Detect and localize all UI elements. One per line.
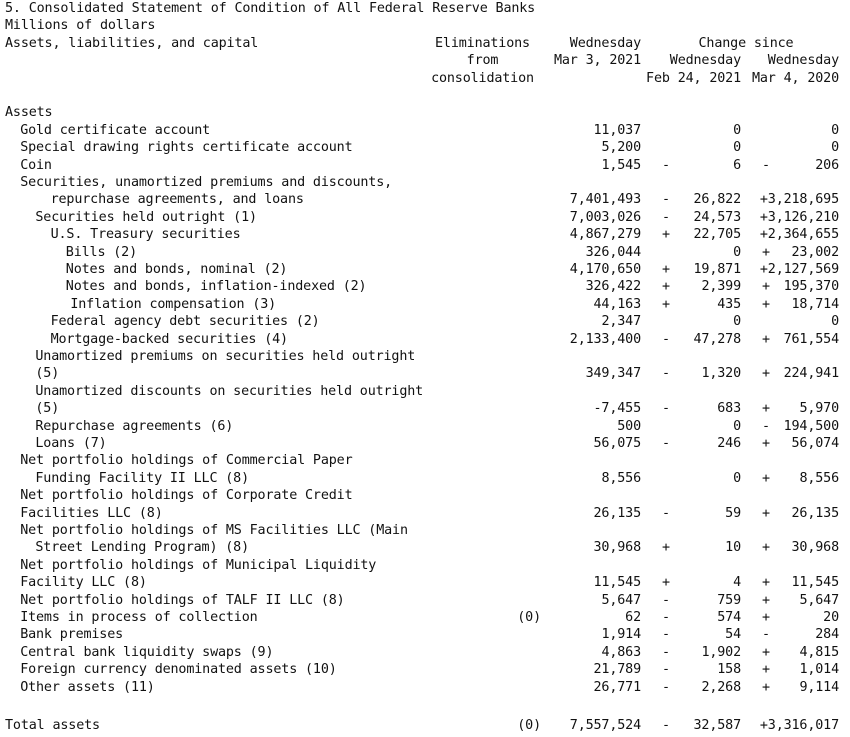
- week-change-value: 683: [717, 401, 741, 417]
- week-change-sign: +: [662, 575, 670, 591]
- week-change-value: 24,573: [693, 209, 741, 225]
- units-label: Millions of dollars: [5, 18, 156, 34]
- week-change-sign: -: [662, 592, 670, 608]
- row-label: Bills (2): [65, 244, 138, 260]
- week-change-value: 0: [733, 418, 741, 434]
- week-change-value: 47,278: [693, 331, 741, 347]
- row-label: Notes and bonds, inflation-indexed (2): [65, 279, 367, 295]
- week-change-sign: -: [662, 366, 670, 382]
- current-value: 26,771: [593, 679, 641, 695]
- row-label: Securities held outright (1): [35, 209, 257, 225]
- year-change-value: 284: [815, 627, 839, 643]
- year-change-sign: +: [762, 592, 770, 608]
- current-value: 44,163: [593, 296, 641, 312]
- week-change-sign: -: [662, 610, 670, 625]
- year-change-value: 761,554: [783, 331, 839, 347]
- row-label-continued: Funding Facility II LLC (8): [35, 470, 250, 486]
- week-change-value: 32,587: [693, 718, 741, 733]
- week-change-value: 1,320: [701, 366, 741, 382]
- current-value: 7,557,524: [569, 718, 641, 733]
- column-header-current-2: Mar 3, 2021: [553, 53, 641, 69]
- week-change-sign: +: [662, 262, 670, 277]
- week-change-value: 22,705: [693, 227, 741, 243]
- year-change-value: +2,364,655: [759, 227, 839, 243]
- row-label: Foreign currency denominated assets (10): [20, 662, 337, 678]
- year-change-sign: +: [762, 644, 770, 660]
- year-change-sign: +: [762, 575, 770, 591]
- row-label: Repurchase agreements (6): [35, 418, 234, 434]
- row-label: Loans (7): [35, 436, 107, 451]
- week-change-value: 6: [733, 157, 741, 173]
- week-change-sign: -: [662, 644, 670, 660]
- week-change-value: 0: [733, 470, 741, 486]
- current-value: 4,867,279: [569, 227, 641, 243]
- current-value: 349,347: [585, 366, 641, 382]
- current-value: 30,968: [593, 540, 641, 556]
- week-change-sign: -: [662, 436, 670, 451]
- week-change-sign: -: [662, 157, 670, 173]
- current-value: 2,133,400: [569, 331, 641, 347]
- week-change-value: 759: [717, 592, 741, 608]
- year-change-value: +3,316,017: [759, 718, 839, 733]
- current-value: 326,044: [585, 244, 641, 260]
- row-label: Central bank liquidity swaps (9): [20, 644, 274, 660]
- row-label: Net portfolio holdings of Commercial Paper: [20, 453, 353, 469]
- table-title: 5. Consolidated Statement of Condition of All Federal Reserve Banks: [5, 1, 536, 16]
- year-change-value: 206: [815, 157, 839, 173]
- week-change-value: 435: [717, 296, 741, 312]
- current-value: 5,647: [601, 592, 641, 608]
- year-change-value: 30,968: [791, 540, 839, 556]
- week-change-sign: +: [662, 227, 670, 243]
- year-change-value: 8,556: [799, 470, 839, 486]
- week-change-value: 574: [717, 610, 741, 625]
- year-change-sign: +: [762, 331, 770, 347]
- row-label: Items in process of collection: [20, 610, 258, 625]
- week-change-sign: -: [662, 505, 670, 521]
- row-label: Bank premises: [20, 627, 124, 643]
- week-change-sign: -: [662, 331, 670, 347]
- year-change-sign: -: [762, 627, 770, 643]
- row-label-continued: Facility LLC (8): [20, 575, 147, 591]
- week-change-value: 0: [733, 140, 741, 156]
- column-header-eliminations-1: Eliminations: [435, 35, 530, 51]
- year-change-value: 0: [831, 122, 839, 138]
- statement-document: [5, 0, 845, 737]
- current-value: 8,556: [601, 470, 641, 486]
- week-change-value: 1,902: [701, 644, 741, 660]
- column-header-label: Assets, liabilities, and capital: [5, 35, 259, 51]
- column-header-eliminations-3: consolidation: [431, 70, 534, 86]
- year-change-sign: +: [762, 401, 770, 417]
- year-change-sign: -: [762, 157, 770, 173]
- week-change-sign: +: [662, 296, 670, 312]
- year-change-value: 5,970: [799, 401, 839, 417]
- column-header-year-2: Mar 4, 2020: [751, 70, 839, 86]
- column-header-year-1: Wednesday: [767, 53, 839, 69]
- current-value: 7,401,493: [569, 192, 641, 208]
- year-change-sign: +: [762, 436, 770, 451]
- row-label: Net portfolio holdings of Municipal Liquidity: [20, 557, 377, 573]
- year-change-value: 0: [831, 314, 839, 330]
- week-change-value: 19,871: [693, 262, 741, 277]
- column-header-change-since: Change since: [698, 35, 794, 51]
- year-change-sign: +: [762, 366, 770, 382]
- row-label: Federal agency debt securities (2): [50, 314, 320, 330]
- week-change-value: 2,268: [701, 679, 741, 695]
- current-value: 1,914: [601, 627, 641, 643]
- row-label: Securities, unamortized premiums and discounts,: [20, 175, 393, 190]
- row-label: Net portfolio holdings of TALF II LLC (8): [20, 592, 345, 608]
- year-change-sign: +: [762, 279, 770, 295]
- week-change-value: 0: [733, 122, 741, 138]
- year-change-value: 194,500: [783, 418, 839, 434]
- row-label-continued: Facilities LLC (8): [20, 505, 163, 521]
- row-label: Net portfolio holdings of MS Facilities LLC (Main: [20, 523, 408, 538]
- week-change-sign: +: [662, 540, 670, 556]
- year-change-value: +3,126,210: [759, 209, 839, 225]
- row-label: Gold certificate account: [20, 122, 211, 138]
- row-label: U.S. Treasury securities: [50, 227, 241, 243]
- week-change-sign: -: [662, 209, 670, 225]
- current-value: 326,422: [585, 279, 641, 295]
- row-label: Unamortized premiums on securities held outright: [35, 349, 416, 364]
- row-label-continued: Street Lending Program) (8): [35, 540, 250, 556]
- elimination-value: (0): [517, 610, 541, 625]
- year-change-value: 9,114: [799, 679, 839, 695]
- year-change-value: +2,127,569: [759, 262, 839, 277]
- week-change-sign: +: [662, 279, 670, 295]
- year-change-value: +3,218,695: [759, 192, 839, 208]
- year-change-sign: +: [762, 505, 770, 521]
- row-label-continued: (5): [35, 366, 60, 382]
- year-change-sign: +: [762, 662, 770, 678]
- week-change-value: 26,822: [693, 192, 741, 208]
- year-change-value: 224,941: [783, 366, 839, 382]
- week-change-value: 4: [733, 575, 741, 591]
- year-change-value: 20: [823, 610, 839, 625]
- year-change-value: 4,815: [799, 644, 839, 660]
- year-change-value: 11,545: [791, 575, 839, 591]
- week-change-sign: -: [662, 192, 670, 208]
- row-label: Mortgage-backed securities (4): [50, 331, 288, 347]
- current-value: 500: [617, 418, 641, 434]
- current-value: 11,037: [593, 122, 641, 138]
- week-change-value: 54: [725, 627, 741, 643]
- row-label-continued: (5): [35, 401, 60, 417]
- row-label: Special drawing rights certificate account: [20, 140, 353, 156]
- current-value: 4,170,650: [569, 262, 641, 277]
- week-change-value: 246: [717, 436, 741, 451]
- current-value: 62: [625, 610, 641, 625]
- row-label-continued: repurchase agreements, and loans: [50, 192, 304, 208]
- row-label: Unamortized discounts on securities held outright: [35, 383, 424, 399]
- column-header-eliminations-2: from: [466, 53, 499, 69]
- week-change-sign: -: [662, 401, 670, 417]
- week-change-value: 0: [733, 244, 741, 260]
- week-change-sign: -: [662, 627, 670, 643]
- year-change-value: 0: [831, 140, 839, 156]
- current-value: 26,135: [593, 505, 641, 521]
- current-value: 7,003,026: [569, 209, 641, 225]
- row-label: Other assets (11): [20, 679, 155, 695]
- current-value: 21,789: [593, 662, 641, 678]
- year-change-value: 18,714: [791, 296, 839, 312]
- row-label: Notes and bonds, nominal (2): [65, 262, 288, 277]
- week-change-value: 59: [725, 505, 741, 521]
- year-change-value: 56,074: [791, 436, 839, 451]
- year-change-sign: +: [762, 679, 770, 695]
- total-label: Total assets: [5, 718, 100, 733]
- current-value: 5,200: [601, 140, 641, 156]
- week-change-value: 0: [733, 314, 741, 330]
- current-value: 2,347: [601, 314, 641, 330]
- current-value: 1,545: [601, 157, 641, 173]
- row-label: Coin: [20, 157, 52, 173]
- year-change-sign: +: [762, 540, 770, 556]
- current-value: 56,075: [593, 436, 641, 451]
- year-change-sign: +: [762, 296, 770, 312]
- week-change-value: 158: [717, 662, 741, 678]
- week-change-sign: -: [662, 679, 670, 695]
- year-change-value: 5,647: [799, 592, 839, 608]
- row-label: Net portfolio holdings of Corporate Credit: [20, 488, 353, 504]
- week-change-value: 10: [725, 540, 741, 556]
- year-change-sign: +: [762, 244, 770, 260]
- row-label: Inflation compensation (3): [70, 296, 277, 312]
- year-change-sign: +: [762, 470, 770, 486]
- current-value: 11,545: [593, 575, 641, 591]
- current-value: 4,863: [601, 644, 641, 660]
- week-change-value: 2,399: [701, 279, 741, 295]
- elimination-value: (0): [517, 718, 541, 733]
- current-value: -7,455: [593, 401, 641, 417]
- year-change-value: 195,370: [783, 279, 839, 295]
- year-change-sign: -: [762, 418, 770, 434]
- column-header-current-1: Wednesday: [569, 35, 641, 51]
- section-heading: Assets: [5, 105, 53, 121]
- week-change-sign: -: [662, 662, 670, 678]
- year-change-value: 26,135: [791, 505, 839, 521]
- year-change-value: 23,002: [791, 244, 839, 260]
- week-change-sign: -: [662, 718, 670, 733]
- year-change-sign: +: [762, 610, 770, 625]
- column-header-week-2: Feb 24, 2021: [646, 70, 741, 86]
- year-change-value: 1,014: [799, 662, 839, 678]
- column-header-week-1: Wednesday: [669, 53, 741, 69]
